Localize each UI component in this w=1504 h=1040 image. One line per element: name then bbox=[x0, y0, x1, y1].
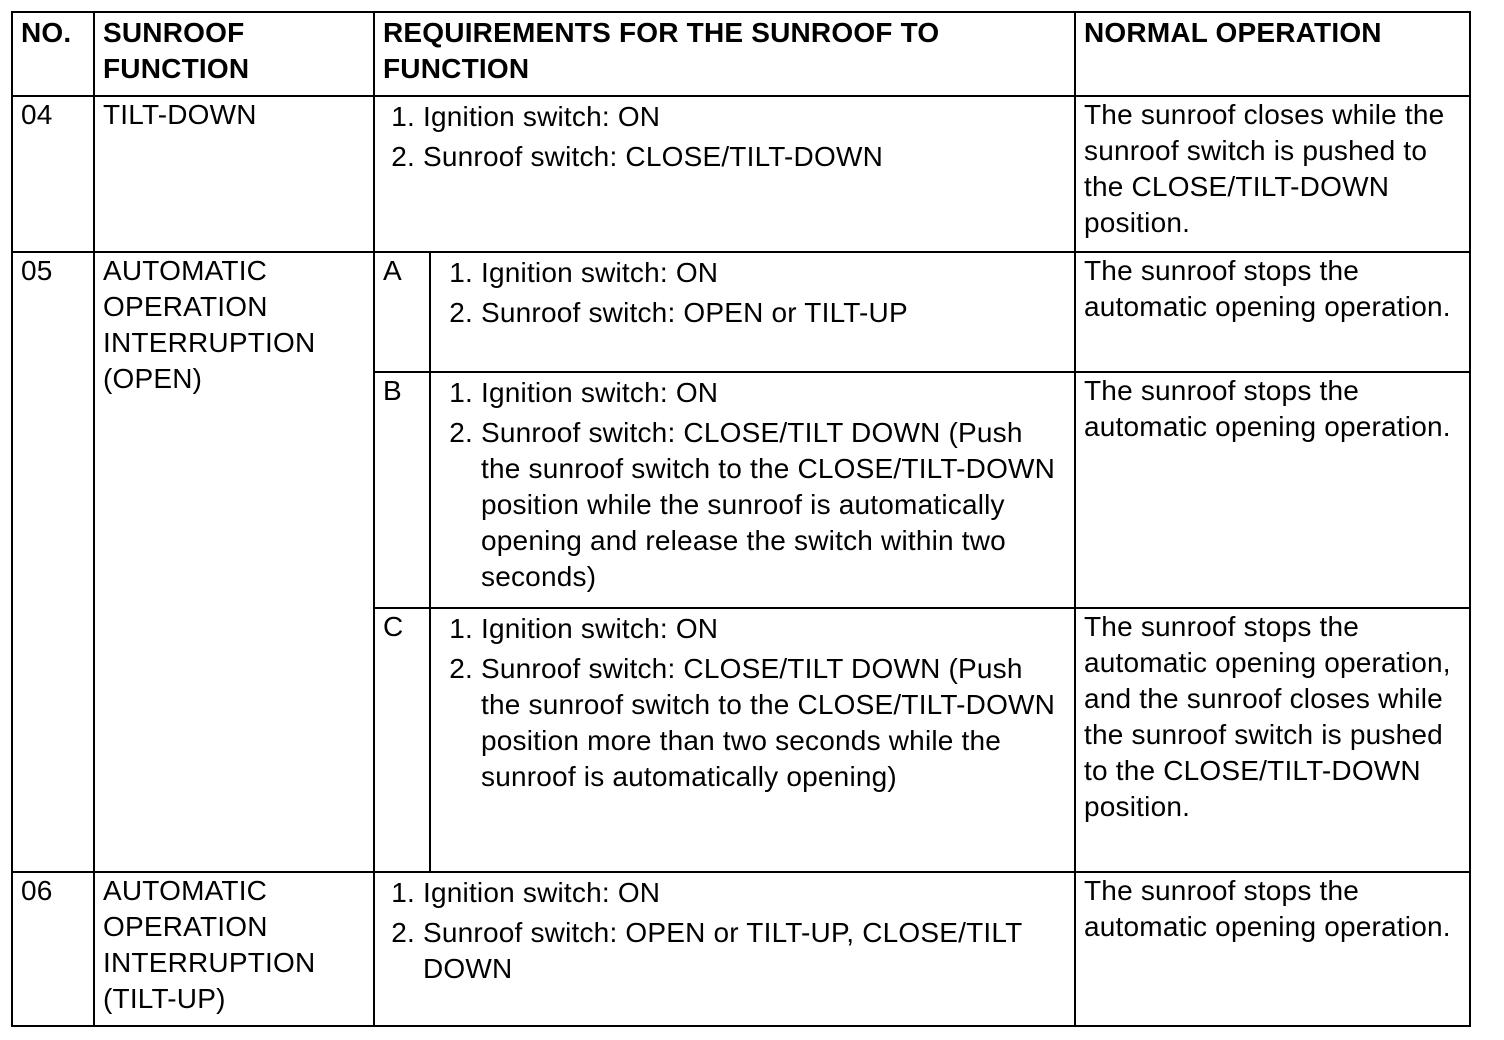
row-06-no: 06 bbox=[12, 872, 94, 1026]
header-normal-operation: NORMAL OPERATION bbox=[1075, 12, 1470, 96]
row-05-sub-label-c: C bbox=[374, 608, 430, 872]
requirement-item: 1. Ignition switch: ON bbox=[481, 255, 1064, 291]
row-05b-requirements bbox=[430, 372, 1075, 608]
row-06-function: AUTOMATIC OPERATION INTERRUPTION (TILT-UP) bbox=[94, 872, 374, 1026]
row-05-no: 05 bbox=[12, 252, 94, 872]
header-no: NO. bbox=[12, 12, 94, 96]
row-05-function: AUTOMATIC OPERATION INTERRUPTION (OPEN) bbox=[94, 252, 374, 872]
row-05c-requirements bbox=[430, 608, 1075, 872]
requirement-item: 2. Sunroof switch: OPEN or TILT-UP, CLOSE/TILT DOWN bbox=[423, 915, 1062, 987]
requirement-item: 2. Sunroof switch: CLOSE/TILT DOWN (Push the sunroof switch to the CLOSE/TILT-DOWN position while the sunroof is automatically opening and release the switch within two seconds) bbox=[481, 415, 1064, 595]
requirement-item: 1. Ignition switch: ON bbox=[481, 375, 1064, 411]
requirement-item: 1. Ignition switch: ON bbox=[481, 611, 1064, 647]
requirement-item: 2. Sunroof switch: CLOSE/TILT-DOWN bbox=[423, 139, 1062, 175]
row-05b-normal-operation: The sunroof stops the automatic opening operation. bbox=[1075, 372, 1470, 608]
requirement-item: 1. Ignition switch: ON bbox=[423, 875, 1062, 911]
row-06-requirements bbox=[374, 872, 1075, 1026]
header-requirements: REQUIREMENTS FOR THE SUNROOF TO FUNCTION bbox=[374, 12, 1075, 96]
row-04-no: 04 bbox=[12, 96, 94, 252]
table-header-row bbox=[12, 12, 1470, 96]
table-row-04 bbox=[12, 96, 1470, 252]
row-04-requirements bbox=[374, 96, 1075, 252]
row-04-normal-operation: The sunroof closes while the sunroof switch is pushed to the CLOSE/TILT-DOWN position. bbox=[1075, 96, 1470, 252]
sunroof-function-table bbox=[11, 11, 1471, 1027]
requirement-item: 2. Sunroof switch: OPEN or TILT-UP bbox=[481, 295, 1064, 331]
table-row-05a bbox=[12, 252, 1470, 372]
requirement-item: 1. Ignition switch: ON bbox=[423, 99, 1062, 135]
table-row-06 bbox=[12, 872, 1470, 1026]
row-05a-normal-operation: The sunroof stops the automatic opening operation. bbox=[1075, 252, 1470, 372]
row-05a-requirements bbox=[430, 252, 1075, 372]
row-05-sub-label-a: A bbox=[374, 252, 430, 372]
row-05c-normal-operation: The sunroof stops the automatic opening operation, and the sunroof closes while the sunroof switch is pushed to the CLOSE/TILT-DOWN position. bbox=[1075, 608, 1470, 872]
row-04-function: TILT-DOWN bbox=[94, 96, 374, 252]
row-05-sub-label-b: B bbox=[374, 372, 430, 608]
requirement-item: 2. Sunroof switch: CLOSE/TILT DOWN (Push the sunroof switch to the CLOSE/TILT-DOWN position more than two seconds while the sunroof is automatically opening) bbox=[481, 651, 1064, 795]
header-sunroof-function: SUNROOF FUNCTION bbox=[94, 12, 374, 96]
row-06-normal-operation: The sunroof stops the automatic opening operation. bbox=[1075, 872, 1470, 1026]
